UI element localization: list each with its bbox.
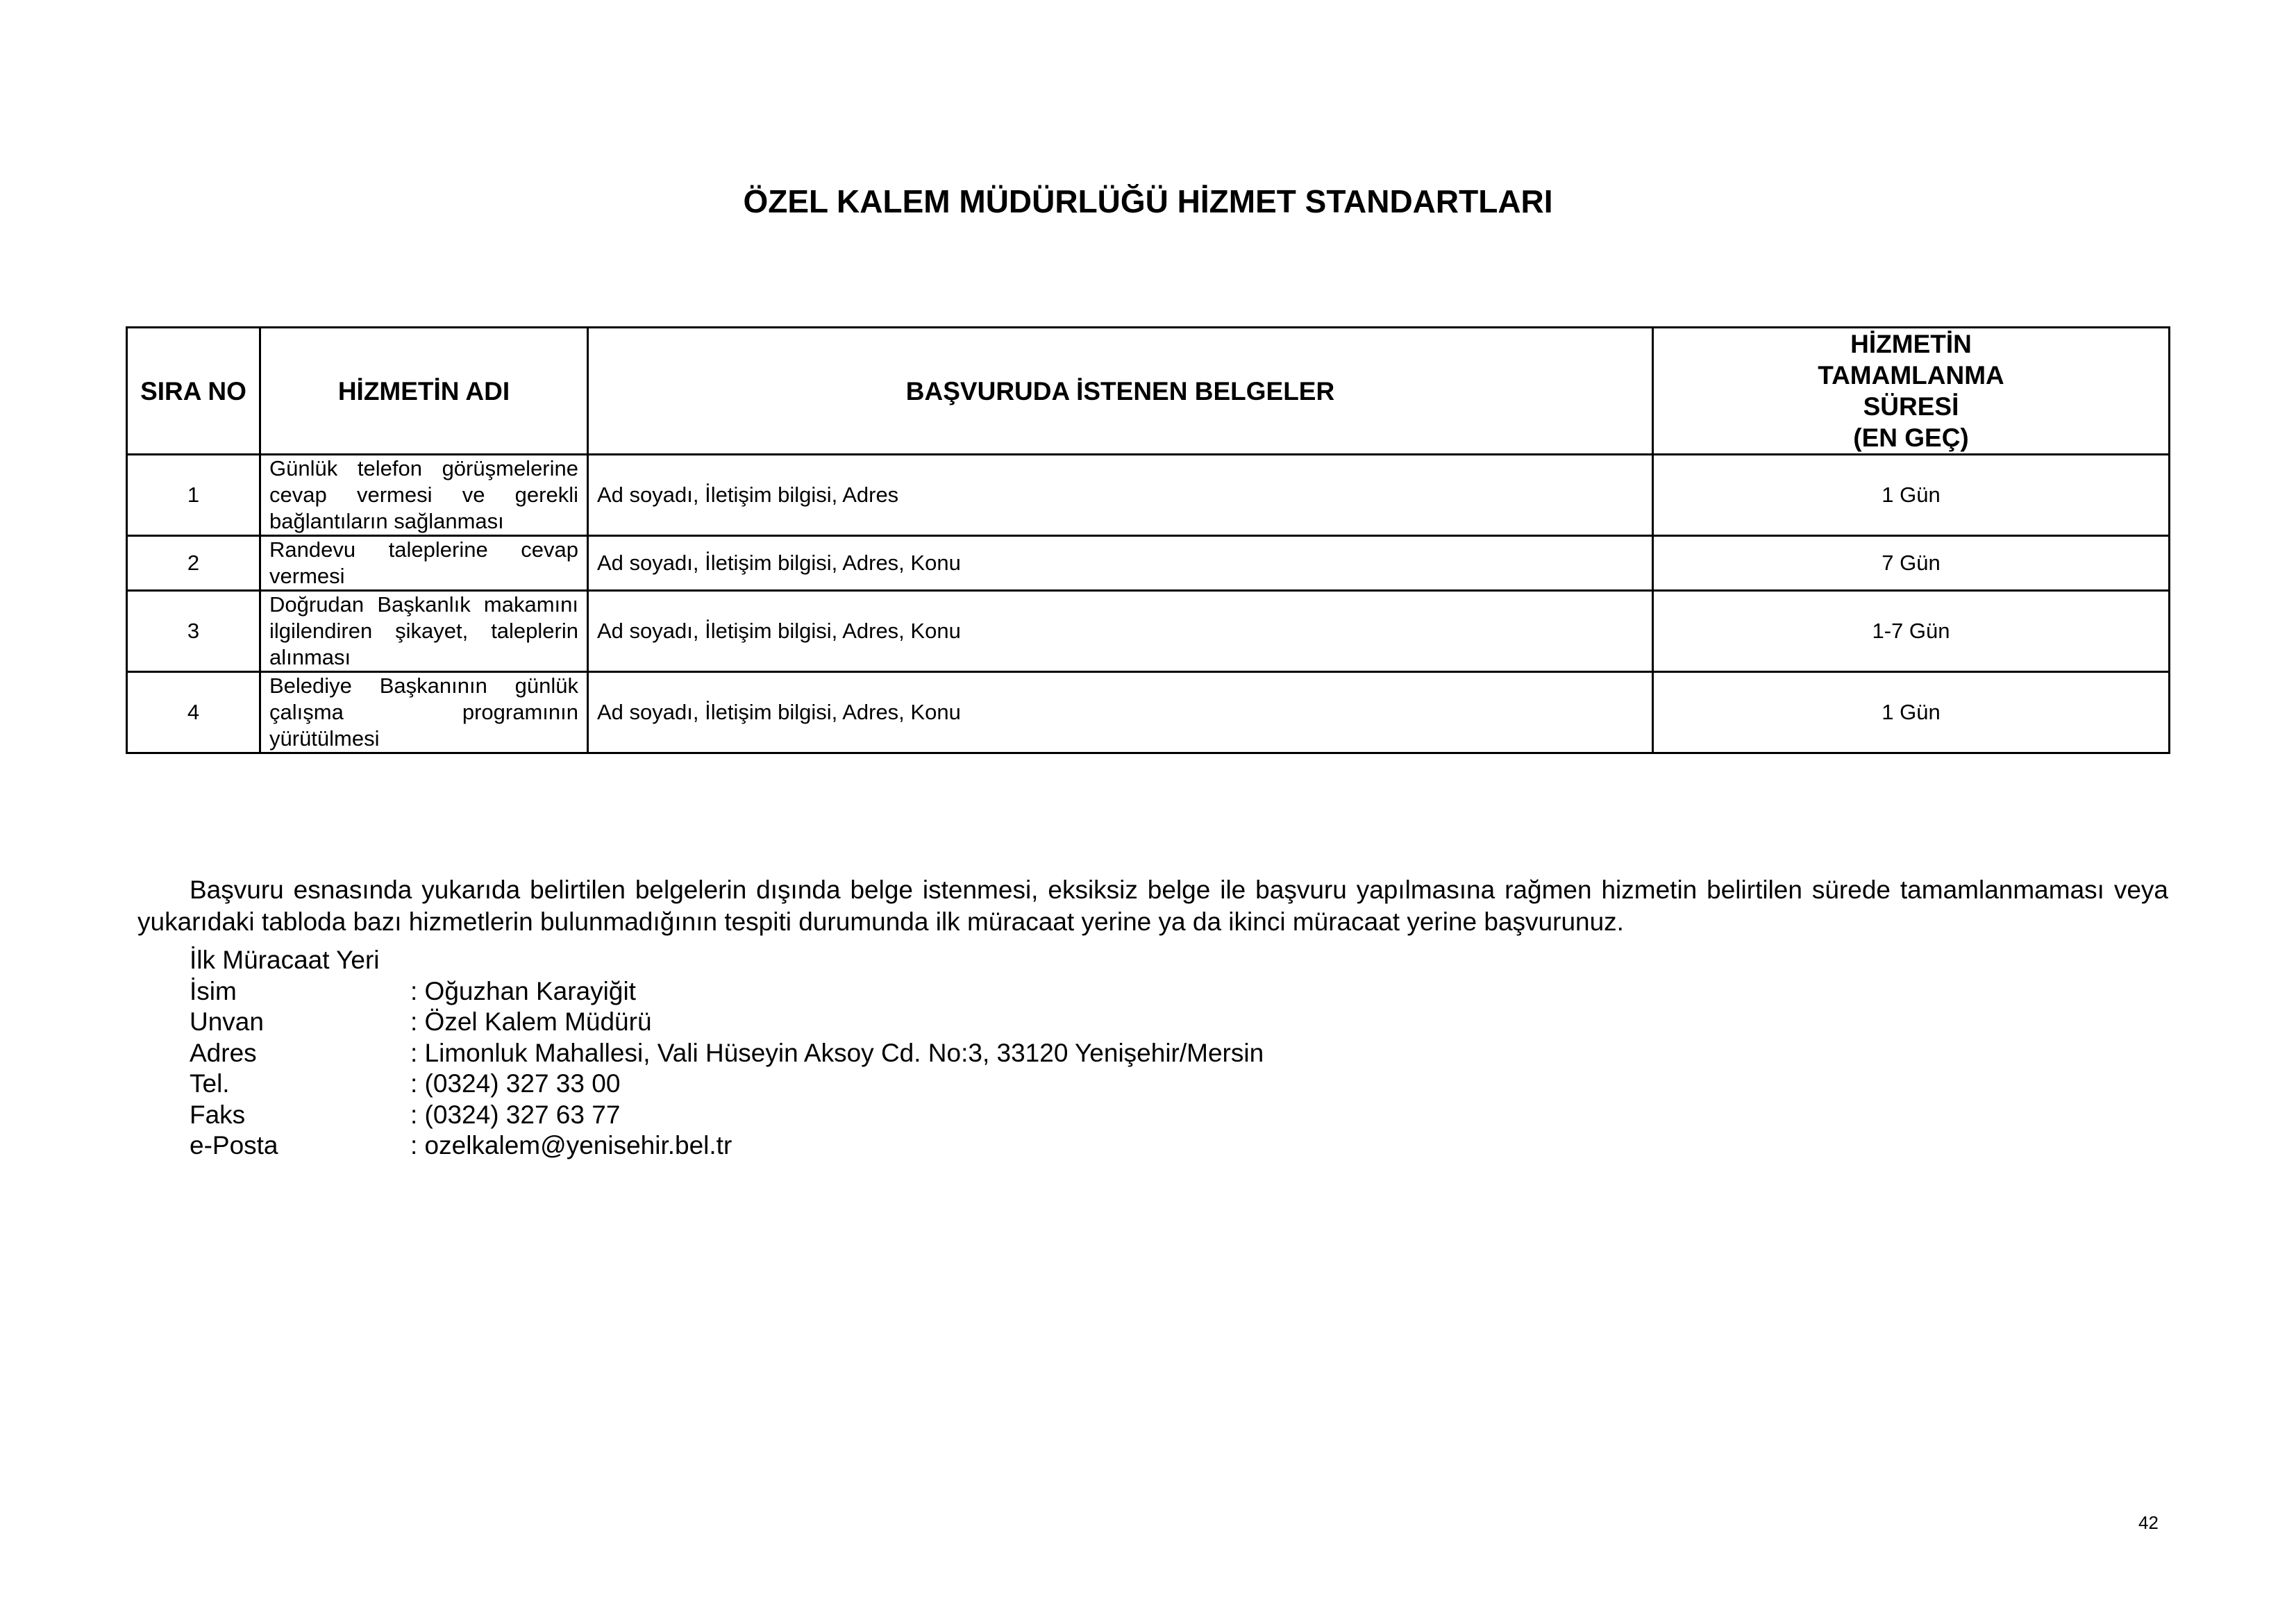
header-belgeler: BAŞVURUDA İSTENEN BELGELER	[588, 328, 1653, 455]
table-header-row	[127, 328, 2170, 455]
header-sira-no: SIRA NO	[127, 328, 260, 455]
contact-row-tel	[190, 1069, 1264, 1100]
required-documents: Ad soyadı, İletişim bilgisi, Adres, Konu	[588, 591, 1653, 672]
row-number: 2	[127, 536, 260, 591]
row-number: 3	[127, 591, 260, 672]
contact-label: e-Posta	[190, 1131, 278, 1160]
page-number: 42	[2138, 1512, 2159, 1533]
contact-value: : (0324) 327 63 77	[410, 1100, 621, 1129]
contact-value: : Özel Kalem Müdürü	[410, 1007, 652, 1036]
required-documents: Ad soyadı, İletişim bilgisi, Adres, Konu	[588, 672, 1653, 753]
row-number: 1	[127, 455, 260, 536]
completion-time: 1 Gün	[1653, 672, 2170, 753]
contact-value: : (0324) 327 33 00	[410, 1069, 621, 1098]
contact-heading: İlk Müracaat Yeri	[190, 946, 380, 974]
contact-row-unvan	[190, 1007, 1264, 1038]
contact-label: Unvan	[190, 1007, 264, 1036]
completion-time: 1 Gün	[1653, 455, 2170, 536]
table-row	[127, 591, 2170, 672]
service-standards-table	[126, 326, 2170, 754]
contact-value: : Limonluk Mahallesi, Vali Hüseyin Aksoy Cd. No:3, 33120 Yenişehir/Mersin	[410, 1038, 1264, 1067]
table-row	[127, 455, 2170, 536]
contact-value: : ozelkalem@yenisehir.bel.tr	[410, 1131, 732, 1160]
row-number: 4	[127, 672, 260, 753]
service-name: Belediye Başkanının günlük çalışma programının yürütülmesi	[260, 672, 588, 753]
contact-row-isim	[190, 976, 1264, 1007]
table-row	[127, 536, 2170, 591]
contact-row-faks	[190, 1100, 1264, 1131]
contact-label: Faks	[190, 1100, 246, 1129]
service-name: Doğrudan Başkanlık makamını ilgilendiren şikayet, taleplerin alınması	[260, 591, 588, 672]
completion-time: 1-7 Gün	[1653, 591, 2170, 672]
contact-label: Tel.	[190, 1069, 230, 1098]
service-name: Randevu taleplerine cevap vermesi	[260, 536, 588, 591]
required-documents: Ad soyadı, İletişim bilgisi, Adres	[588, 455, 1653, 536]
header-sure-line: (EN GEÇ)	[1853, 424, 1969, 452]
contact-row-eposta	[190, 1130, 1264, 1162]
completion-time: 7 Gün	[1653, 536, 2170, 591]
notice-paragraph: Başvuru esnasında yukarıda belirtilen belgelerin dışında belge istenmesi, eksiksiz belge ile başvuru yapılmasına rağmen hizmetin belirtilen sürede tamamlanmaması veya yukarıdaki tabloda bazı hizmetlerin bulunmadığının tespiti durumunda ilk müracaat yerine ya da ikinci müracaat yerine başvurunuz.	[137, 876, 2168, 936]
header-sure-line: SÜRESİ	[1863, 392, 1959, 421]
header-tamamlanma-suresi	[1653, 328, 2170, 455]
contact-value: : Oğuzhan Karayiğit	[410, 976, 636, 1005]
contact-row-adres	[190, 1038, 1264, 1069]
header-sure-line: TAMAMLANMA	[1818, 361, 2004, 390]
header-hizmet-adi: HİZMETİN ADI	[260, 328, 588, 455]
table-row	[127, 672, 2170, 753]
page-title: ÖZEL KALEM MÜDÜRLÜĞÜ HİZMET STANDARTLARI	[743, 183, 1553, 219]
contact-label: İsim	[190, 976, 237, 1005]
contact-label: Adres	[190, 1038, 257, 1067]
header-sure-line: HİZMETİN	[1850, 330, 1972, 358]
contact-block	[190, 945, 1264, 1162]
required-documents: Ad soyadı, İletişim bilgisi, Adres, Konu	[588, 536, 1653, 591]
service-name: Günlük telefon görüşmelerine cevap vermesi ve gerekli bağlantıların sağlanması	[260, 455, 588, 536]
